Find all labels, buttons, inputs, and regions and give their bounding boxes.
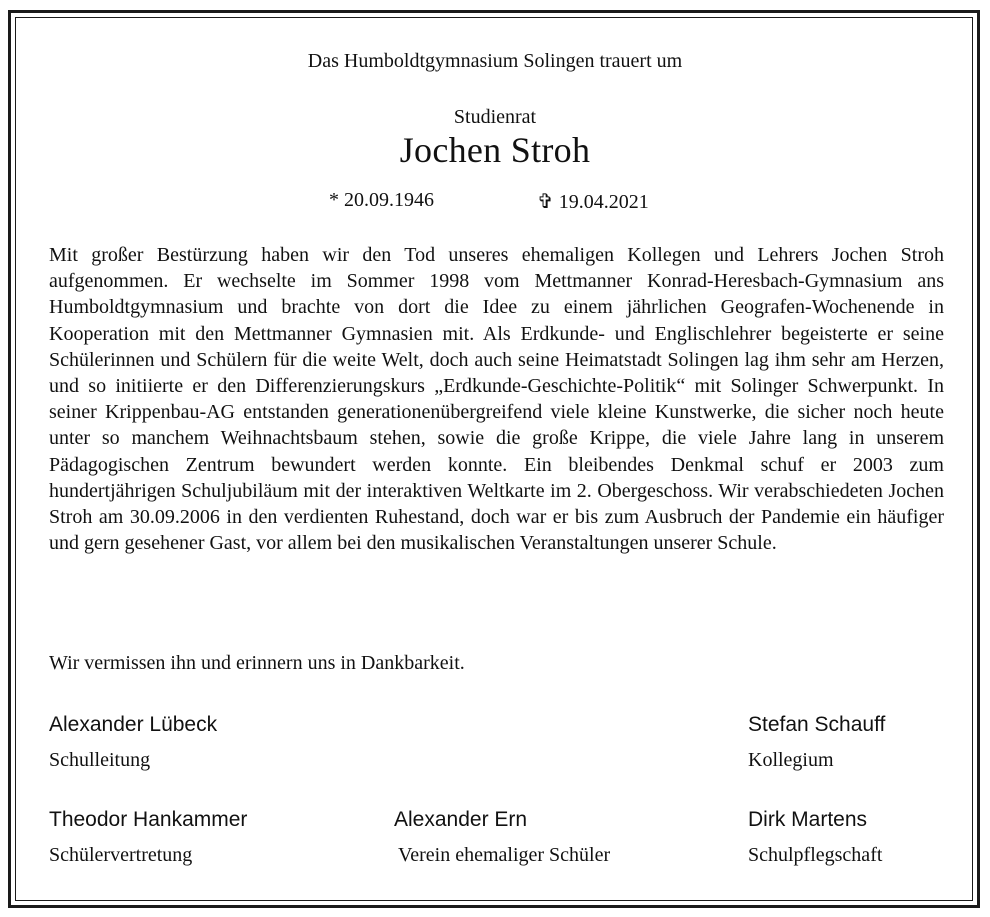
signatory-parents-council (748, 808, 882, 867)
signatory-role: Schülervertretung (49, 844, 193, 866)
signatory-name: Stefan Schauff (748, 713, 886, 736)
obituary-body: Mit großer Bestürzung haben wir den Tod unseres ehemaligen Kollegen und Lehrers Jochen Stroh aufgenommen. Er wechselte im Sommer 1998 vom Mettmanner Konrad-Heresbach-Gymnasium ans Humboldtgymnasium und brachte von dort die Idee zu einem jährlichen Geografen-Wochenende in Kooperation mit den Mettmanner Gymnasien mit. Als Erdkunde- und Englischlehrer begeisterte er seine Schülerinnen und Schülern für die weite Welt, doch auch seine Heimatstadt Solingen lag ihm sehr am Herzen, und so initiierte er den Differenzierungskurs „Erdkunde-Geschichte-Politik“ mit Solinger Schwerpunkt. In seiner Krippenbau-AG entstanden generationenübergreifend viele kleine Kunstwerke, die sicher noch heute unter so manchem Weihnachtsbaum stehen, sowie die große Krippe, die viele Jahre lang in unserem Pädagogischen Zentrum bewundert werden konnte. Ein bleibendes Denkmal schuf er 2003 zum hundertjährigen Schuljubiläum mit der interaktiven Weltkarte im 2. Obergeschoss. Wir verabschiedeten Jochen Stroh am 30.09.2006 in den verdienten Ruhestand, doch war er bis zum Ausbruch der Pandemie ein häufiger und gern gesehener Gast, vor allem bei den musikalischen Veranstaltungen unserer Schule. (49, 244, 944, 555)
signatory-staff (748, 713, 885, 772)
intro-line: Das Humboldtgymnasium Solingen trauert um (307, 50, 683, 72)
deceased-name: Jochen Stroh (399, 130, 591, 170)
signatory-name: Alexander Lübeck (49, 713, 218, 736)
signatory-alumni-association (394, 808, 610, 867)
signatory-school-management (49, 713, 217, 772)
death-date: ✞ 19.04.2021 (537, 191, 649, 213)
deceased-title: Studienrat (453, 106, 537, 128)
signatory-role: Kollegium (748, 749, 834, 771)
closing-line: Wir vermissen ihn und erinnern uns in Dankbarkeit. (49, 652, 465, 674)
signatory-name: Theodor Hankammer (49, 808, 248, 831)
signatory-student-council (49, 808, 247, 867)
signatory-role: Verein ehemaliger Schüler (398, 844, 611, 866)
signatory-role: Schulpflegschaft (748, 844, 883, 866)
birth-date: * 20.09.1946 (329, 189, 434, 211)
signatory-role: Schulleitung (49, 749, 151, 771)
signatory-name: Dirk Martens (748, 808, 868, 831)
signatory-name: Alexander Ern (394, 808, 528, 831)
